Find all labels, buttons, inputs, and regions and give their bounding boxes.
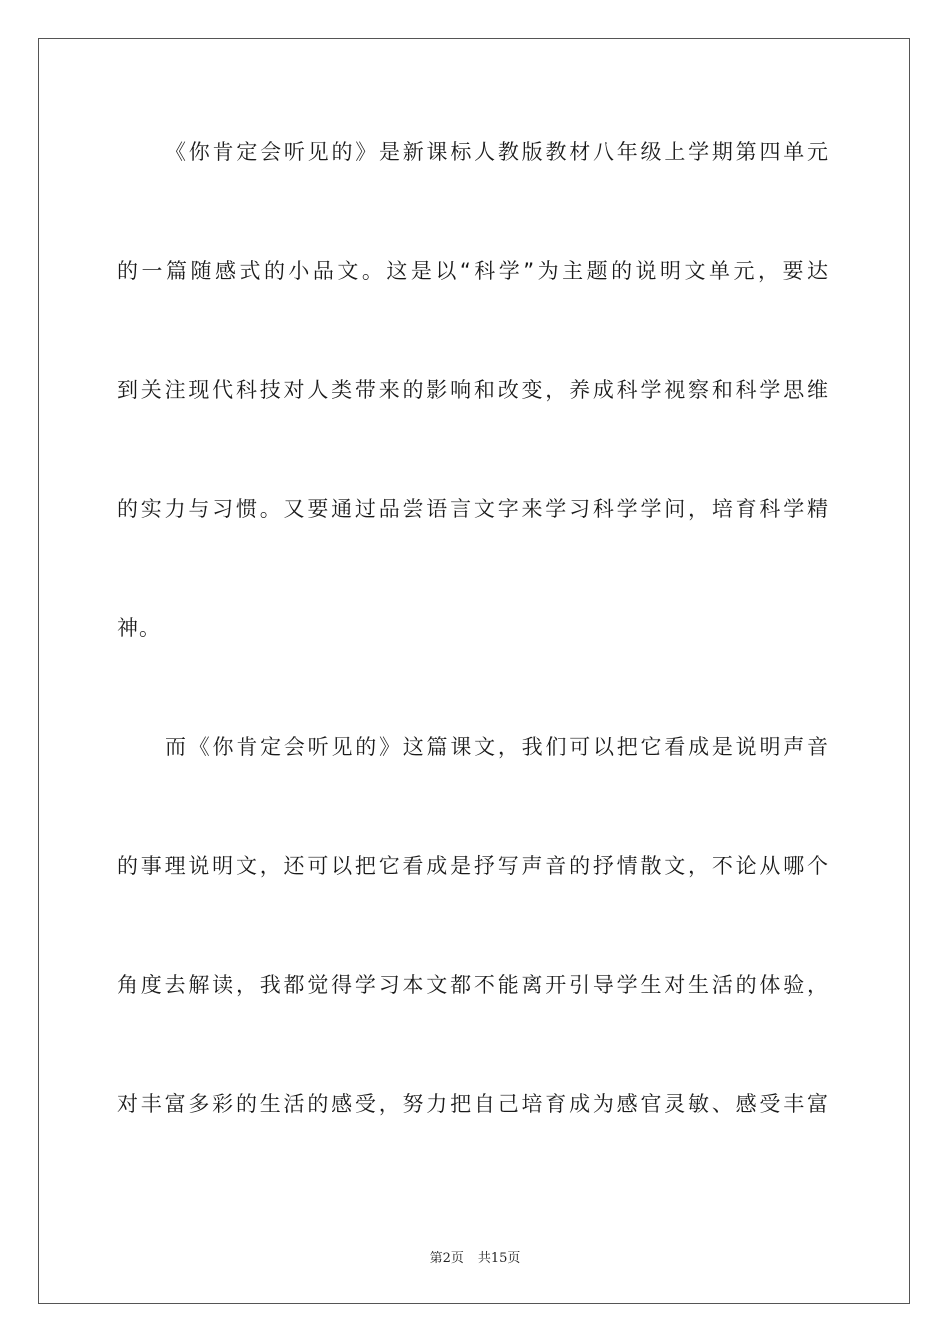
page-number: 第2页 [429,1251,464,1266]
paragraph-2-line-4: 对丰富多彩的生活的感受，努力把自己培育成为感官灵敏、感受丰富 [117,1092,829,1116]
paragraph-2-line-2: 的事理说明文，还可以把它看成是抒写声音的抒情散文，不论从哪个 [117,854,829,878]
paragraph-1-line-1: 《你肯定会听见的》是新课标人教版教材八年级上学期第四单元 [165,140,829,164]
paragraph-2-line-1: 而《你肯定会听见的》这篇课文，我们可以把它看成是说明声音 [165,735,829,759]
paragraph-1-line-2: 的一篇随感式的小品文。这是以“科学”为主题的说明文单元，要达 [117,259,829,283]
paragraph-1-line-4: 的实力与习惯。又要通过品尝语言文字来学习科学学问，培育科学精 [117,497,829,521]
page-footer [0,1247,950,1266]
paragraph-2-line-3: 角度去解读，我都觉得学习本文都不能离开引导学生对生活的体验， [117,973,829,997]
page-total: 共15页 [477,1251,521,1266]
paragraph-1-line-5: 神。 [117,616,161,640]
paragraph-1-line-3: 到关注现代科技对人类带来的影响和改变，养成科学视察和科学思维 [117,378,829,402]
document-body [117,127,829,1198]
